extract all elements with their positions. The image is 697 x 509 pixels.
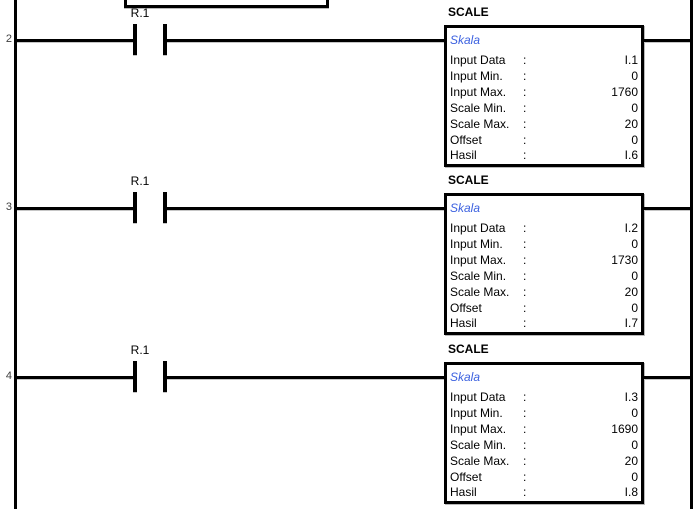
rung-number: 4 <box>5 370 12 382</box>
param-label: Input Data <box>450 53 506 67</box>
param-value: 0 <box>631 100 638 115</box>
param-row <box>450 485 638 501</box>
wire-segment <box>644 207 690 210</box>
param-value: 20 <box>624 284 638 299</box>
param-label: Input Max. <box>450 252 507 267</box>
param-row <box>450 69 638 85</box>
param-row <box>450 117 638 133</box>
param-row <box>450 406 638 422</box>
param-row <box>450 422 638 438</box>
param-colon: : <box>523 284 527 299</box>
param-value: I.7 <box>624 316 638 331</box>
param-value: 1760 <box>611 84 638 99</box>
param-value: I.2 <box>624 221 638 235</box>
param-label: Scale Max. <box>450 284 510 299</box>
param-row <box>450 101 638 117</box>
scale-function-block[interactable] <box>444 193 644 335</box>
param-colon: : <box>523 421 527 436</box>
param-value: 1730 <box>611 252 638 267</box>
param-label: Offset <box>450 469 482 484</box>
param-colon: : <box>523 84 527 99</box>
param-label: Offset <box>450 132 482 147</box>
param-row <box>450 470 638 486</box>
rung-4 <box>0 337 697 506</box>
param-colon: : <box>523 252 527 267</box>
param-label: Input Data <box>450 221 506 235</box>
param-value: 0 <box>631 68 638 83</box>
param-label: Hasil <box>450 148 477 163</box>
param-value: I.8 <box>624 485 638 500</box>
contact-bar-icon <box>133 192 137 223</box>
param-row <box>450 316 638 332</box>
param-row <box>450 301 638 317</box>
scale-block-title: SCALE <box>448 5 489 19</box>
param-colon: : <box>523 316 527 331</box>
param-row <box>450 390 638 406</box>
param-label: Offset <box>450 300 482 315</box>
param-row <box>450 285 638 301</box>
scale-block-name: Skala <box>450 201 481 215</box>
param-value: 0 <box>631 469 638 484</box>
param-row <box>450 221 638 237</box>
param-label: Scale Max. <box>450 453 510 468</box>
rung-2 <box>0 0 697 169</box>
param-list <box>450 221 638 332</box>
normally-open-contact[interactable] <box>100 337 180 399</box>
param-row <box>450 53 638 69</box>
param-label: Input Data <box>450 390 506 404</box>
param-value: 0 <box>631 268 638 283</box>
param-list <box>450 390 638 501</box>
param-value: 0 <box>631 132 638 147</box>
scale-function-block[interactable] <box>444 362 644 504</box>
param-colon: : <box>523 453 527 468</box>
param-label: Input Max. <box>450 421 507 436</box>
normally-open-contact[interactable] <box>100 168 180 230</box>
param-colon: : <box>523 148 527 163</box>
contact-label: R.1 <box>130 174 150 188</box>
param-label: Scale Max. <box>450 116 510 131</box>
rung-number: 3 <box>5 201 12 213</box>
param-label: Input Max. <box>450 84 507 99</box>
param-row <box>450 85 638 101</box>
param-label: Scale Min. <box>450 100 507 115</box>
contact-bar-icon <box>133 361 137 392</box>
param-label: Input Min. <box>450 68 503 83</box>
wire-segment <box>644 376 690 379</box>
param-row <box>450 269 638 285</box>
param-row <box>450 438 638 454</box>
param-row <box>450 253 638 269</box>
param-value: 0 <box>631 405 638 420</box>
param-colon: : <box>523 116 527 131</box>
param-colon: : <box>523 437 527 452</box>
param-row <box>450 133 638 149</box>
param-colon: : <box>523 53 527 67</box>
param-value: I.6 <box>624 148 638 163</box>
rung-3 <box>0 168 697 337</box>
param-label: Hasil <box>450 316 477 331</box>
normally-open-contact[interactable] <box>100 0 180 62</box>
scale-block-name: Skala <box>450 370 481 384</box>
contact-label: R.1 <box>130 343 150 357</box>
param-value: 0 <box>631 236 638 251</box>
param-value: I.1 <box>624 53 638 67</box>
param-value: 0 <box>631 437 638 452</box>
wire-segment <box>167 376 444 379</box>
param-list <box>450 53 638 164</box>
wire-segment <box>167 207 444 210</box>
param-label: Input Min. <box>450 405 503 420</box>
scale-block-title: SCALE <box>448 173 489 187</box>
param-colon: : <box>523 469 527 484</box>
param-colon: : <box>523 405 527 420</box>
param-value: 1690 <box>611 421 638 436</box>
param-row <box>450 237 638 253</box>
contact-label: R.1 <box>130 6 150 20</box>
scale-function-block[interactable] <box>444 25 644 167</box>
param-colon: : <box>523 68 527 83</box>
param-row <box>450 454 638 470</box>
wire-segment <box>167 39 444 42</box>
param-colon: : <box>523 132 527 147</box>
param-colon: : <box>523 268 527 283</box>
param-colon: : <box>523 390 527 404</box>
param-value: 20 <box>624 453 638 468</box>
param-label: Hasil <box>450 485 477 500</box>
wire-segment <box>644 39 690 42</box>
param-colon: : <box>523 485 527 500</box>
param-label: Scale Min. <box>450 437 507 452</box>
param-label: Scale Min. <box>450 268 507 283</box>
param-colon: : <box>523 300 527 315</box>
param-value: 0 <box>631 300 638 315</box>
param-value: I.3 <box>624 390 638 404</box>
param-row <box>450 148 638 164</box>
param-colon: : <box>523 221 527 235</box>
scale-block-name: Skala <box>450 33 481 47</box>
scale-block-title: SCALE <box>448 342 489 356</box>
rung-number: 2 <box>5 33 12 45</box>
param-value: 20 <box>624 116 638 131</box>
param-colon: : <box>523 236 527 251</box>
param-colon: : <box>523 100 527 115</box>
param-label: Input Min. <box>450 236 503 251</box>
contact-bar-icon <box>133 24 137 55</box>
